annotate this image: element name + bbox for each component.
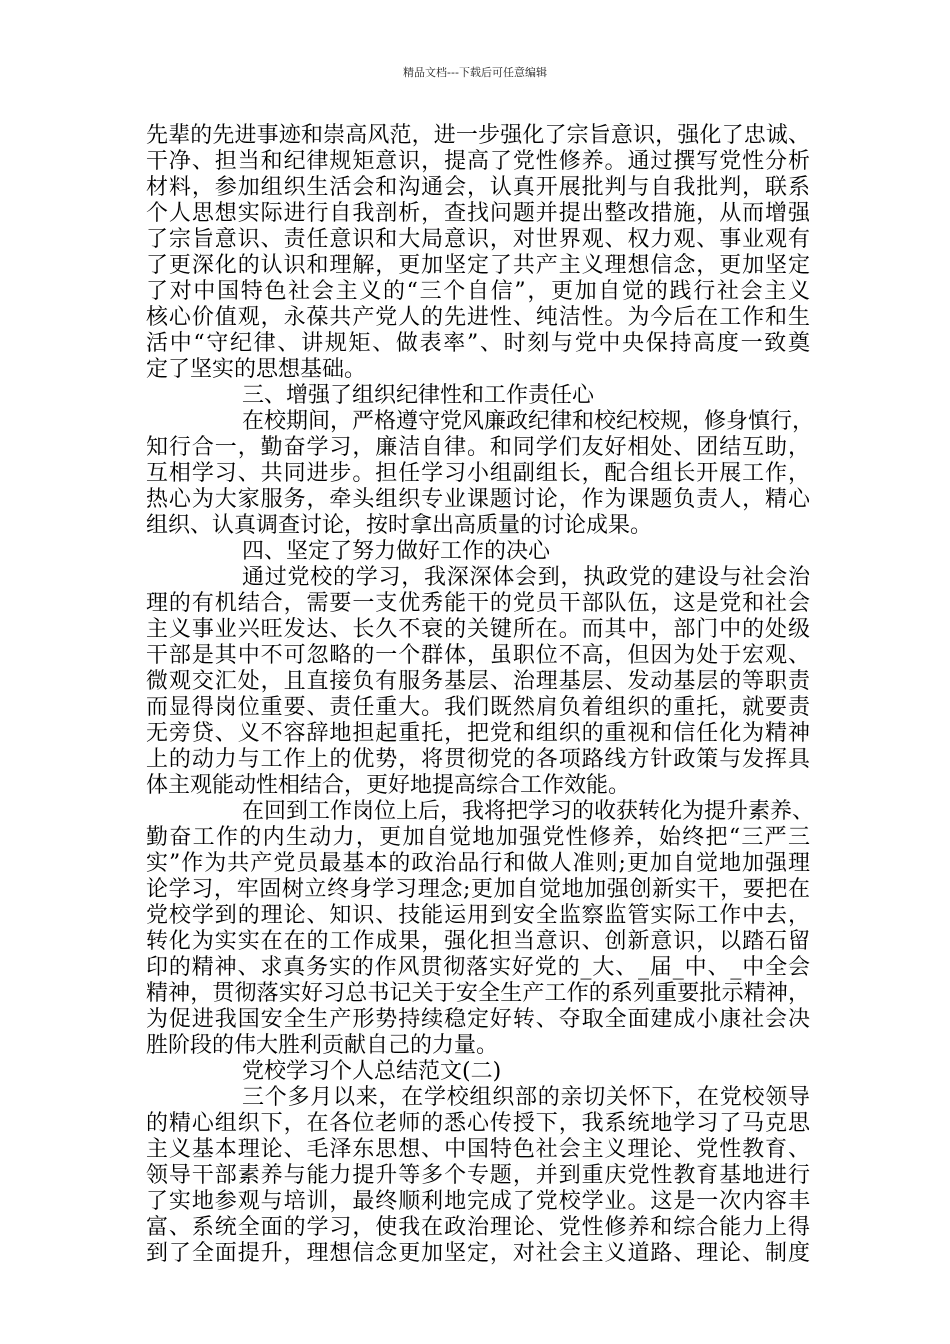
text-line: 而显得岗位重要、责任重大。我们既然肩负着组织的重托，就要责 xyxy=(146,695,810,720)
text-line: 核心价值观，永葆共产党人的先进性、纯洁性。为今后在工作和生 xyxy=(146,305,810,330)
text-line: 为促进我国安全生产形势持续稳定好转、夺取全面建成小康社会决 xyxy=(146,1007,810,1032)
page-header: 精品文档---下载后可任意编辑 xyxy=(403,66,547,79)
text-line: 勤奋工作的内生动力，更加自觉地加强党性修养，始终把“三严三 xyxy=(146,825,810,850)
document-body xyxy=(146,123,815,1267)
text-line: 主义基本理论、毛泽东思想、中国特色社会主义理论、党性教育、 xyxy=(146,1137,810,1162)
paragraph-start-line: 通过党校的学习，我深深体会到，执政党的建设与社会治 xyxy=(242,565,810,590)
text-line: 活中“守纪律、讲规矩、做表率”、时刻与党中央保持高度一致奠 xyxy=(146,331,810,356)
text-line: 无旁贷、义不容辞地担起重托，把党和组织的重视和信任化为精神 xyxy=(146,721,810,746)
text-line: 了更深化的认识和理解，更加坚定了共产主义理想信念，更加坚定 xyxy=(146,253,810,278)
text-line: 党校学到的理论、知识、技能运用到安全监察监管实际工作中去， xyxy=(146,903,810,928)
text-line: 体主观能动性相结合，更好地提高综合工作效能。 xyxy=(146,773,631,798)
paragraph-start-line: 党校学习个人总结范文(二) xyxy=(242,1059,502,1084)
text-line: 定了坚实的思想基础。 xyxy=(146,357,367,382)
text-line: 理的有机结合，需要一支优秀能干的党员干部队伍，这是党和社会 xyxy=(146,591,810,616)
paragraph-start-line: 在校期间，严格遵守党风廉政纪律和校纪校规，修身慎行， xyxy=(242,409,815,434)
text-line: 到了全面提升，理想信念更加坚定，对社会主义道路、理论、制度 xyxy=(146,1241,810,1266)
text-line: 主义事业兴旺发达、长久不衰的关键所在。而其中，部门中的处级 xyxy=(146,617,810,642)
paragraph-start-line: 四、坚定了努力做好工作的决心 xyxy=(242,539,551,564)
text-line: 组织、认真调查讨论，按时拿出高质量的讨论成果。 xyxy=(146,513,653,538)
text-line: 精神，贯彻落实好习总书记关于安全生产工作的系列重要批示精神， xyxy=(146,981,810,1006)
text-line: 个人思想实际进行自我剖析，查找问题并提出整改措施，从而增强 xyxy=(146,201,810,226)
text-line: 论学习，牢固树立终身学习理念;更加自觉地加强创新实干，要把在 xyxy=(146,877,810,902)
text-line: 实”作为共产党员最基本的政治品行和做人准则;更加自觉地加强理 xyxy=(146,851,810,876)
text-line: 的精心组织下，在各位老师的悉心传授下，我系统地学习了马克思 xyxy=(146,1111,810,1136)
text-line: 干净、担当和纪律规矩意识，提高了党性修养。通过撰写党性分析 xyxy=(146,149,810,174)
text-line: 印的精神、求真务实的作风贯彻落实好党的_大、_届_中、_中全会 xyxy=(146,955,810,980)
text-line: 微观交汇处，且直接负有服务基层、治理基层、发动基层的等职责 xyxy=(146,669,810,694)
text-line: 富、系统全面的学习，使我在政治理论、党性修养和综合能力上得 xyxy=(146,1215,810,1240)
text-line: 了对中国特色社会主义的“三个自信”，更加自觉的践行社会主义 xyxy=(146,279,810,304)
text-line: 胜阶段的伟大胜利贡献自己的力量。 xyxy=(146,1033,499,1058)
paragraph-start-line: 在回到工作岗位上后，我将把学习的收获转化为提升素养、 xyxy=(242,799,815,824)
text-line: 先辈的先进事迹和崇高风范，进一步强化了宗旨意识，强化了忠诚、 xyxy=(146,123,810,148)
paragraph-start-line: 三、增强了组织纪律性和工作责任心 xyxy=(242,383,595,408)
paragraph-start-line: 三个多月以来，在学校组织部的亲切关怀下，在党校领导 xyxy=(242,1085,810,1110)
text-line: 上的动力与工作上的优势，将贯彻党的各项路线方针政策与发挥具 xyxy=(146,747,810,772)
text-line: 了宗旨意识、责任意识和大局意识，对世界观、权力观、事业观有 xyxy=(146,227,810,252)
text-line: 热心为大家服务，牵头组织专业课题讨论，作为课题负责人，精心 xyxy=(146,487,810,512)
text-line: 互相学习、共同进步。担任学习小组副组长，配合组长开展工作， xyxy=(146,461,810,486)
text-line: 干部是其中不可忽略的一个群体，虽职位不高，但因为处于宏观、 xyxy=(146,643,810,668)
text-line: 了实地参观与培训，最终顺利地完成了党校学业。这是一次内容丰 xyxy=(146,1189,810,1214)
text-line: 领导干部素养与能力提升等多个专题，并到重庆党性教育基地进行 xyxy=(146,1163,810,1188)
text-line: 转化为实实在在的工作成果，强化担当意识、创新意识，以踏石留 xyxy=(146,929,810,954)
text-line: 材料，参加组织生活会和沟通会，认真开展批判与自我批判，联系 xyxy=(146,175,810,200)
text-line: 知行合一，勤奋学习，廉洁自律。和同学们友好相处、团结互助， xyxy=(146,435,810,460)
